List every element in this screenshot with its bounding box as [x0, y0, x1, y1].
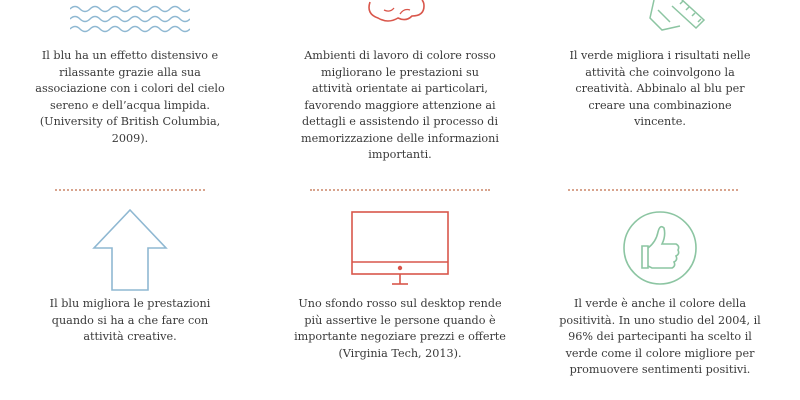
pencil-ruler-icon [600, 0, 720, 40]
card-red-assertive [275, 200, 525, 362]
card-green-positivity [535, 200, 785, 379]
card-text: Ambienti di lavoro di colore rosso migliorano le prestazioni su attività orientate ai particolari, favorendo maggiore attenzione ai dettagli e assistendo il processo di memorizzazione delle informazioni importanti. [301, 49, 499, 161]
arrow-up-icon [70, 206, 190, 294]
monitor-icon [340, 206, 460, 294]
card-red-detail [275, 0, 525, 164]
dotted-divider [55, 189, 205, 191]
dotted-divider [310, 189, 490, 191]
waves-icon [70, 0, 190, 40]
card-text: Il verde migliora i risultati nelle attività che coinvolgono la creatività. Abbinalo al blu per creare una combinazione vincente. [569, 49, 751, 128]
card-green-creativity [535, 0, 785, 131]
card-text: Il blu migliora le prestazioni quando si ha a che fare con attività creative. [49, 297, 211, 343]
brain-icon [340, 0, 460, 40]
card-blue-calm [5, 0, 255, 147]
thumbs-up-icon [600, 206, 720, 294]
dotted-divider [568, 189, 738, 191]
card-text: Il verde è anche il colore della positività. In uno studio del 2004, il 96% dei partecipanti ha scelto il verde come il colore migliore per promuovere sentimenti positivi. [559, 297, 761, 376]
card-blue-creative [5, 200, 255, 346]
card-text: Uno sfondo rosso sul desktop rende più assertive le persone quando è importante negoziare prezzi e offerte (Virginia Tech, 2013). [294, 297, 506, 360]
card-text: Il blu ha un effetto distensivo e rilassante grazie alla sua associazione con i colori del cielo sereno e dell’acqua limpida. (University of British Columbia, 2009). [35, 49, 225, 145]
